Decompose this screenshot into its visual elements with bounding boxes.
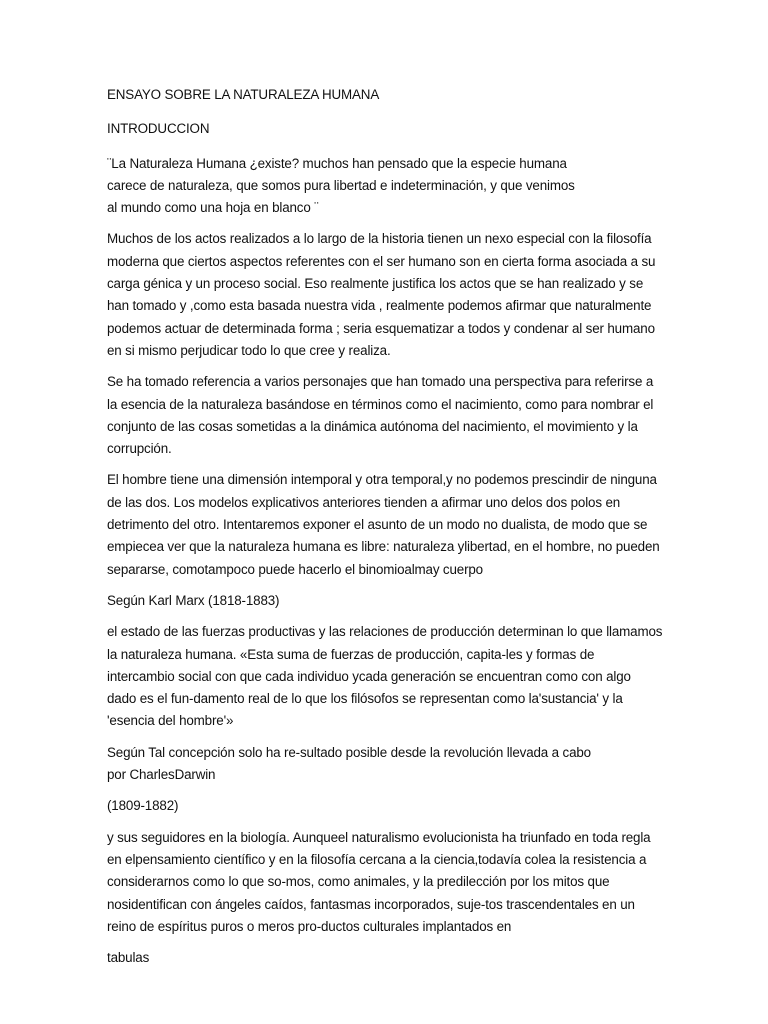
paragraph-naturaleza-humana: ¨La Naturaleza Humana ¿existe? muchos han pensado que la especie humana carece de naturaleza, que somos pura libertad e indeterminación, y que venimos al mundo como una hoja en blanco ¨ [107,155,575,216]
paragraph-seguidores-biologia: y sus seguidores en la biología. Aunqueel naturalismo evolucionista ha triunfado en toda regla en elpensamiento científico y en la filosofía cercana a la ciencia,todavía colea la resistencia a considerarnos como lo que so-mos, como animales, y la predilección por los mitos que nosidentifican con ángeles caídos, fantasmas incorporados, suje-tos trascendentales en un reino de espíritus puros o meros pro-ductos culturales implantados en [107,829,651,934]
document-page [107,84,663,978]
section-heading: INTRODUCCION [107,121,210,137]
paragraph-dimension-intemporal: El hombre tiene una dimensión intemporal y otra temporal,y no podemos prescindir de ninguna de las dos. Los modelos explicativos anteriores tienden a afirmar uno delos dos polos en detrimento del otro. Intentaremos exponer el asunto de un modo no dualista, de modo que se empiecea ver que la naturaleza humana es libre: naturaleza ylibertad, en el hombre, no pueden separarse, comotampoco puede hacerlo el binomioalmay cuerpo [107,472,660,577]
paragraph-segun-darwin: Según Tal concepción solo ha re-sultado posible desde la revolución llevada a cabo por CharlesDarwin [107,744,591,783]
paragraph-referencia-personajes: Se ha tomado referencia a varios personajes que han tomado una perspectiva para referirse a la esencia de la naturaleza basándose en términos como el nacimiento, como para nombrar el conjunto de las cosas sometidas a la dinámica autónoma del nacimiento, el movimiento y la corrupción. [107,374,654,457]
paragraph-actos-historia: Muchos de los actos realizados a lo largo de la historia tienen un nexo especial con la filosofía moderna que ciertos aspectos referentes con el ser humano son en cierta forma asociada a su carga génica y un proceso social. Eso realmente justifica los actos que se han realizado y se han tomado y ,como esta basada nuestra vida , realmente podemos afirmar que naturalmente podemos actuar de determinada forma ; seria esquematizar a todos y condenar al ser humano en si mismo perjudicar todo lo que cree y realiza. [107,231,656,358]
paragraph-darwin-dates: (1809-1882) [107,798,179,814]
paragraph-tabulas: tabulas [107,950,150,966]
paragraph-segun-marx: Según Karl Marx (1818-1883) [107,592,280,608]
paragraph-fuerzas-productivas: el estado de las fuerzas productivas y las relaciones de producción determinan lo que llamamos la naturaleza humana. «Esta suma de fuerzas de producción, capita-les y formas de intercambio social con que cada individuo ycada generación se encuentran como con algo dado es el fun-damento real de lo que los filósofos se representan como la'sustancia' y la 'esencia del hombre'» [107,624,663,729]
document-title: ENSAYO SOBRE LA NATURALEZA HUMANA [107,87,380,102]
